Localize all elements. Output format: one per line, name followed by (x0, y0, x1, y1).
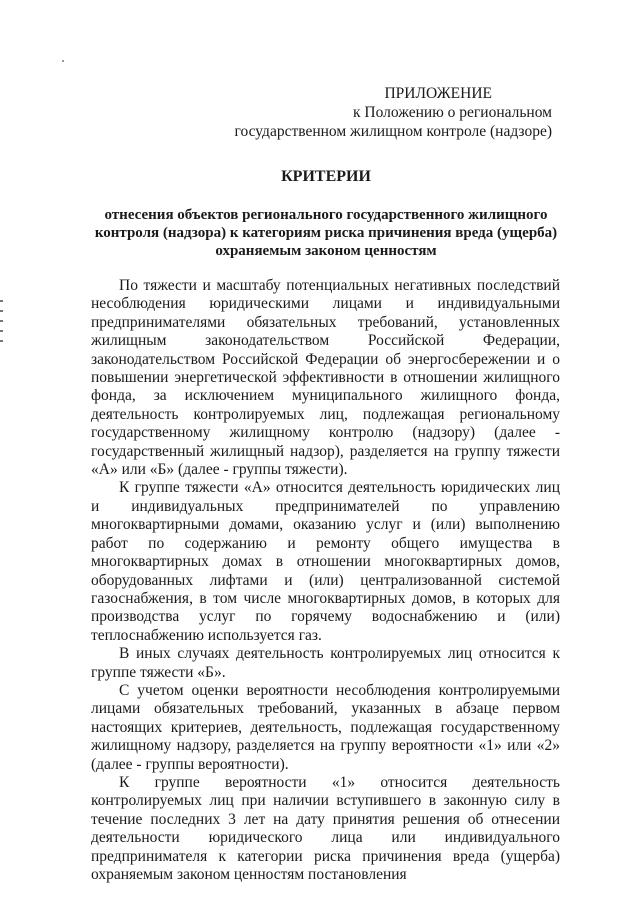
appendix-line-2: государственном жилищном контроле (надзоре) (234, 123, 552, 140)
paragraph: С учетом оценки вероятности несоблюдения контролируемыми лицами обязательных требований, указанных в абзаце первом настоящих критериев, деятельность, подлежащая государственному жилищному надзору, разделяется на группу вероятности «1» или «2» (далее - группы вероятности). (91, 681, 560, 773)
appendix-title: ПРИЛОЖЕНИЕ (384, 85, 492, 102)
document-subtitle: отнесения объектов регионального государственного жилищного контроля (надзора) к категориям риска причинения вреда (ущерба) охраняемым законом ценностям (94, 207, 558, 259)
scan-speck (62, 60, 64, 62)
document-body (91, 277, 560, 884)
appendix-block (235, 84, 553, 141)
document-title: КРИТЕРИИ (281, 168, 371, 185)
paragraph: К группе тяжести «А» относится деятельность юридических лиц и индивидуальных предпринимателей по управлению многоквартирными домами, оказанию услуг и (или) выполнению работ по содержанию и ремонту общего имущества в многоквартирных домах в отношении многоквартирных домов, оборудованных лифтами и (или) централизованной системой газоснабжения, в том числе многоквартирных домов, в которых для производства услуг по горячему водоснабжению и (или) теплоснабжению используется газ. (91, 479, 560, 644)
appendix-line-1: к Положению о региональном (352, 104, 552, 121)
binding-marks (0, 300, 4, 360)
paragraph: К группе вероятности «1» относится деятельность контролируемых лиц при наличии вступившего в законную силу в течение последних 3 лет на дату принятия решения об отнесении деятельности юридического лица или индивидуального предпринимателя к категории риска причинения вреда (ущерба) охраняемым законом ценностям постановления (91, 773, 560, 883)
paragraph: По тяжести и масштабу потенциальных негативных последствий несоблюдения юридическими лицами и индивидуальными предпринимателями обязательных требований, установленных жилищным законодательством Российской Федерации, законодательством Российской Федерации об энергосбережении и о повышении энергетической эффективности в отношении жилищного фонда, за исключением муниципального жилищного фонда, деятельность контролируемых лиц, подлежащая региональному государственному жилищному контролю (надзору) (далее - государственный жилищный надзор), разделяется на группу тяжести «А» или «Б» (далее - группы тяжести). (91, 277, 560, 479)
paragraph: В иных случаях деятельность контролируемых лиц относится к группе тяжести «Б». (91, 645, 560, 681)
